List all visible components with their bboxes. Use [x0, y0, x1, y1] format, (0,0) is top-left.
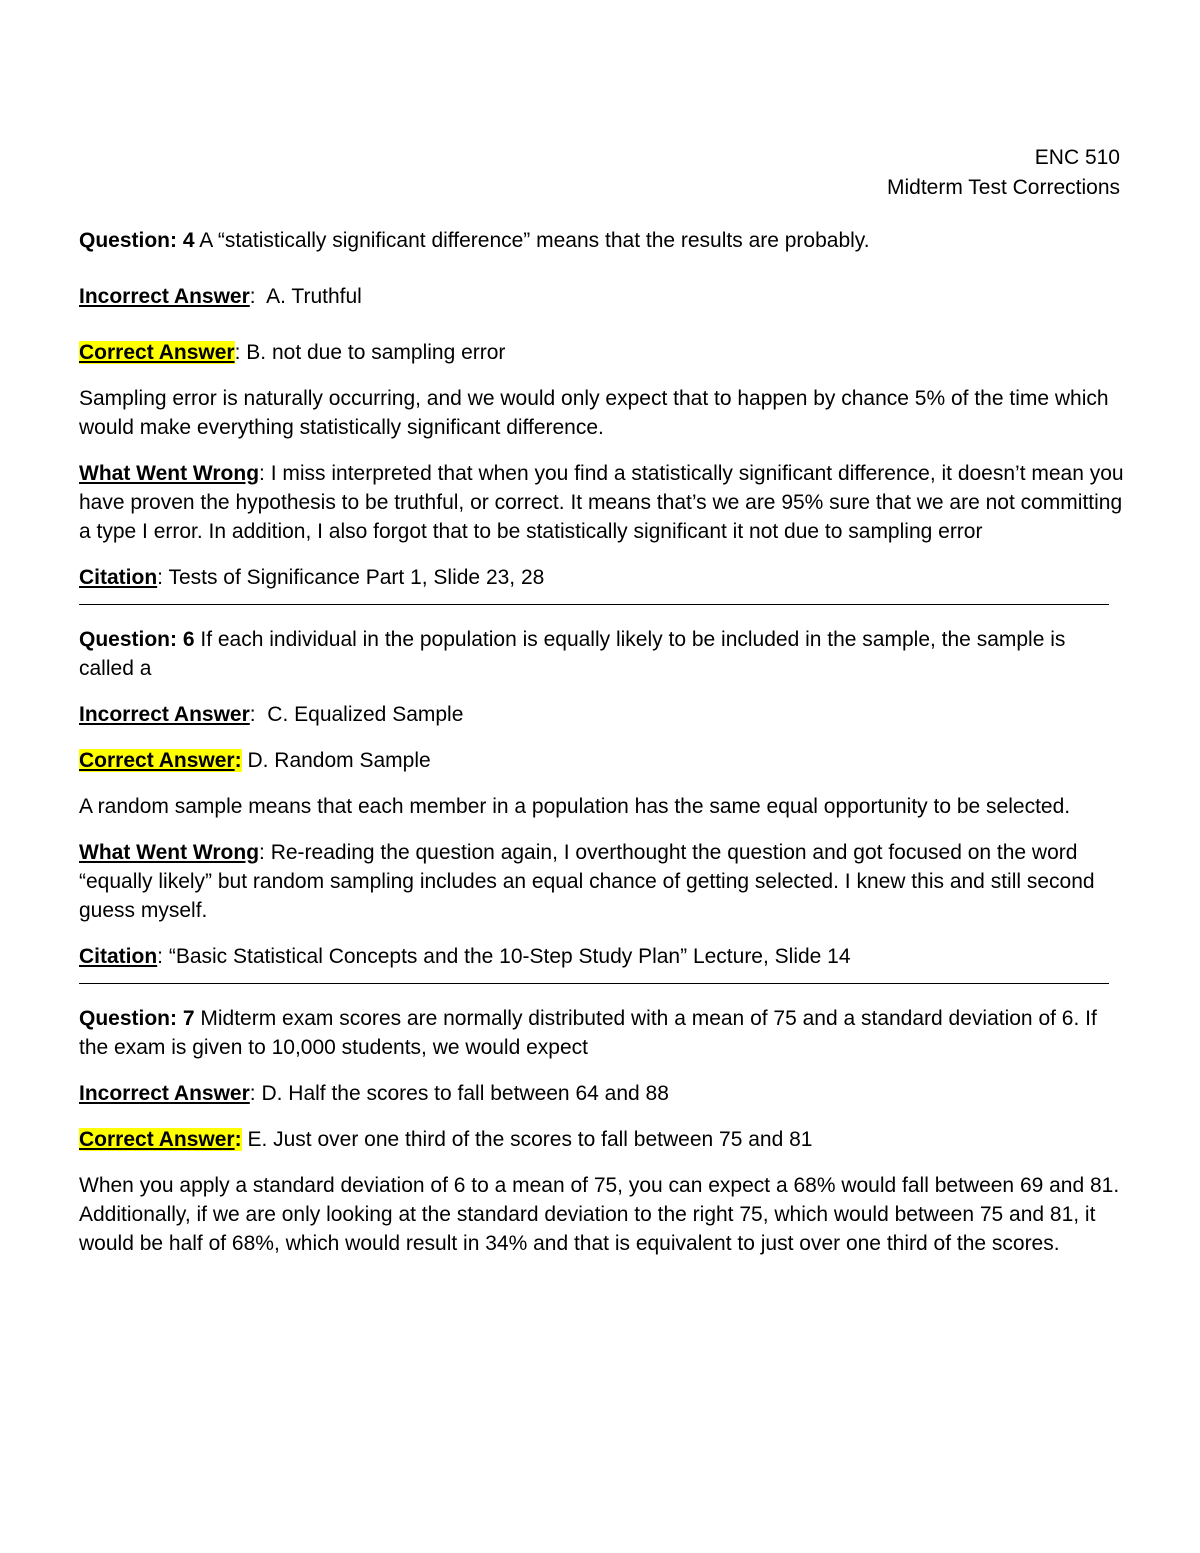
citation: Citation: “Basic Statistical Concepts and the 10-Step Study Plan” Lecture, Slide 14 — [79, 945, 851, 968]
course-code: ENC 510 — [1034, 146, 1120, 169]
document-header — [887, 143, 1120, 203]
correct-answer: Correct Answer: D. Random Sample — [79, 749, 431, 772]
question-text: Question: 7 Midterm exam scores are normally distributed with a mean of 75 and a standard deviation of 6. If the exam is given to 10,000 students, we would expect — [79, 1007, 1097, 1059]
question-block-6 — [79, 625, 1124, 971]
citation: Citation: Tests of Significance Part 1, Slide 23, 28 — [79, 566, 545, 589]
document-title: Midterm Test Corrections — [886, 176, 1120, 199]
what-went-wrong: What Went Wrong: I miss interpreted that when you find a statistically significant difference, it doesn’t mean you have proven the hypothesis to be truthful, or correct. It means that’s we are 95% sure that we are not committing a type I error. In addition, I also forgot that to be statistically significant it not due to sampling error — [79, 462, 1124, 543]
question-block-7 — [79, 1004, 1124, 1258]
incorrect-answer: Incorrect Answer: D. Half the scores to fall between 64 and 88 — [79, 1082, 669, 1105]
incorrect-answer: Incorrect Answer: C. Equalized Sample — [79, 703, 464, 726]
correct-answer: Correct Answer: E. Just over one third of the scores to fall between 75 and 81 — [79, 1128, 813, 1151]
explanation: Sampling error is naturally occurring, and we would only expect that to happen by chance 5% of the time which would make everything statistically significant difference. — [79, 387, 1109, 439]
explanation: When you apply a standard deviation of 6 to a mean of 75, you can expect a 68% would fall between 69 and 81. Additionally, if we are only looking at the standard deviation to the right 75, which would between 75 and 81, it would be half of 68%, which would result in 34% and that is equivalent to just over one third of the scores. — [79, 1174, 1120, 1255]
section-divider — [79, 983, 1109, 984]
section-divider — [79, 604, 1109, 605]
explanation: A random sample means that each member in a population has the same equal opportunity to be selected. — [79, 795, 1071, 818]
question-text: Question: 6 If each individual in the population is equally likely to be included in the sample, the sample is called a — [79, 628, 1066, 680]
question-block-4 — [79, 226, 1124, 592]
correct-answer: Correct Answer: B. not due to sampling error — [79, 341, 506, 364]
document-body — [79, 226, 1124, 1258]
incorrect-answer: Incorrect Answer: A. Truthful — [79, 285, 362, 308]
question-text: Question: 4 A “statistically significant difference” means that the results are probably. — [79, 229, 870, 252]
what-went-wrong: What Went Wrong: Re-reading the question again, I overthought the question and got focused on the word “equally likely” but random sampling includes an equal chance of getting selected. I knew this and still second guess myself. — [79, 841, 1095, 922]
